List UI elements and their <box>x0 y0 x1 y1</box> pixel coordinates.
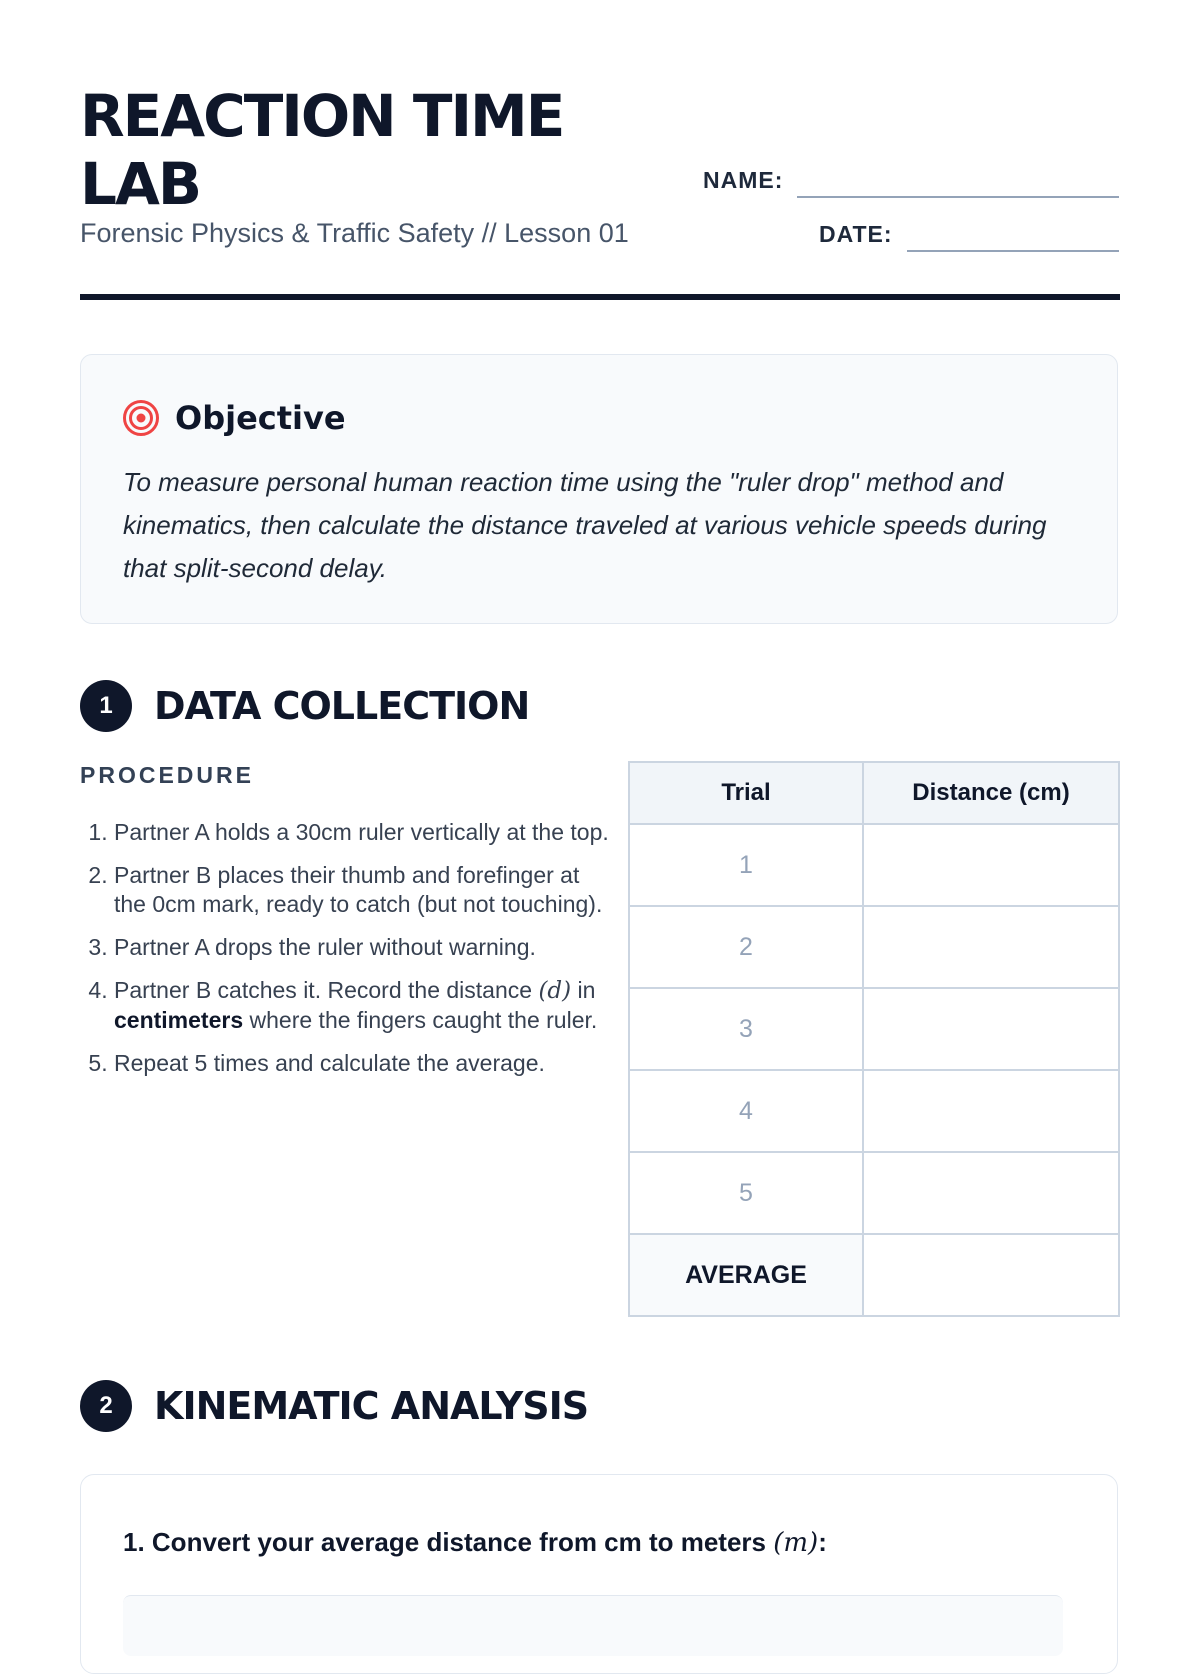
question-text-end: : <box>818 1527 827 1557</box>
column-header-trial: Trial <box>629 762 863 824</box>
worksheet-page <box>80 0 1120 1558</box>
date-field <box>819 220 1119 252</box>
answer-box[interactable] <box>123 1595 1063 1656</box>
distance-entry-cell[interactable] <box>863 1070 1119 1152</box>
section-data-collection <box>80 680 529 732</box>
trial-number: 3 <box>629 988 863 1070</box>
page-title: REACTION TIME LAB <box>80 82 564 218</box>
section-number-badge: 1 <box>80 680 132 732</box>
distance-entry-cell[interactable] <box>863 1152 1119 1234</box>
distance-entry-cell[interactable] <box>863 906 1119 988</box>
trial-number: 5 <box>629 1152 863 1234</box>
trial-number: 4 <box>629 1070 863 1152</box>
table-row <box>629 1152 1119 1234</box>
procedure-step: 3. Partner A drops the ruler without warning. <box>114 933 614 962</box>
objective-heading: Objective <box>175 399 346 437</box>
date-input-line[interactable] <box>907 220 1119 252</box>
average-label: AVERAGE <box>629 1234 863 1316</box>
procedure-step <box>114 976 614 1035</box>
page-subtitle: Forensic Physics & Traffic Safety // Lesson 01 <box>80 218 629 248</box>
name-input-line[interactable] <box>797 166 1119 198</box>
step-text: Partner B catches it. Record the distance <box>114 977 539 1003</box>
trial-number: 1 <box>629 824 863 906</box>
name-field <box>703 166 1119 198</box>
question-text: 1. Convert your average distance from cm to meters <box>123 1527 774 1557</box>
target-icon <box>123 400 159 436</box>
average-row <box>629 1234 1119 1316</box>
procedure-label: PROCEDURE <box>80 762 254 788</box>
table-row <box>629 824 1119 906</box>
objective-box <box>80 354 1118 624</box>
procedure-step: 2. Partner B places their thumb and forefinger at the 0cm mark, ready to catch (but not touching). <box>114 861 614 919</box>
table-row <box>629 988 1119 1070</box>
distance-entry-cell[interactable] <box>863 824 1119 906</box>
trial-data-table <box>628 761 1120 1317</box>
meters-variable: (m) <box>773 1528 819 1558</box>
objective-text: To measure personal human reaction time using the "ruler drop" method and kinematics, then calculate the distance traveled at various vehicle speeds during that split-second delay. <box>123 467 1047 583</box>
step-text: in <box>571 977 596 1003</box>
header-divider <box>80 294 1120 300</box>
table-row <box>629 1070 1119 1152</box>
trial-number: 2 <box>629 906 863 988</box>
section-number-badge: 2 <box>80 1380 132 1432</box>
section-kinematic-analysis <box>80 1380 588 1432</box>
question-1 <box>123 1527 827 1558</box>
step-text: where the fingers caught the ruler. <box>243 1007 598 1033</box>
objective-heading-row <box>123 399 346 437</box>
procedure-step: 5. Repeat 5 times and calculate the average. <box>114 1049 614 1078</box>
distance-entry-cell[interactable] <box>863 988 1119 1070</box>
section-title: DATA COLLECTION <box>154 684 530 728</box>
procedure-list <box>80 818 614 1092</box>
section-title: KINEMATIC ANALYSIS <box>154 1384 589 1428</box>
analysis-question-card <box>80 1474 1118 1674</box>
date-label: DATE: <box>819 221 893 247</box>
unit-emphasis: centimeters <box>114 1007 244 1033</box>
distance-variable: (d) <box>538 978 572 1004</box>
table-row <box>629 906 1119 988</box>
name-label: NAME: <box>703 167 784 193</box>
procedure-step: 1. Partner A holds a 30cm ruler vertically at the top. <box>114 818 614 847</box>
average-entry-cell[interactable] <box>863 1234 1119 1316</box>
header <box>80 0 1120 300</box>
table-header-row <box>629 762 1119 824</box>
column-header-distance: Distance (cm) <box>863 762 1119 824</box>
